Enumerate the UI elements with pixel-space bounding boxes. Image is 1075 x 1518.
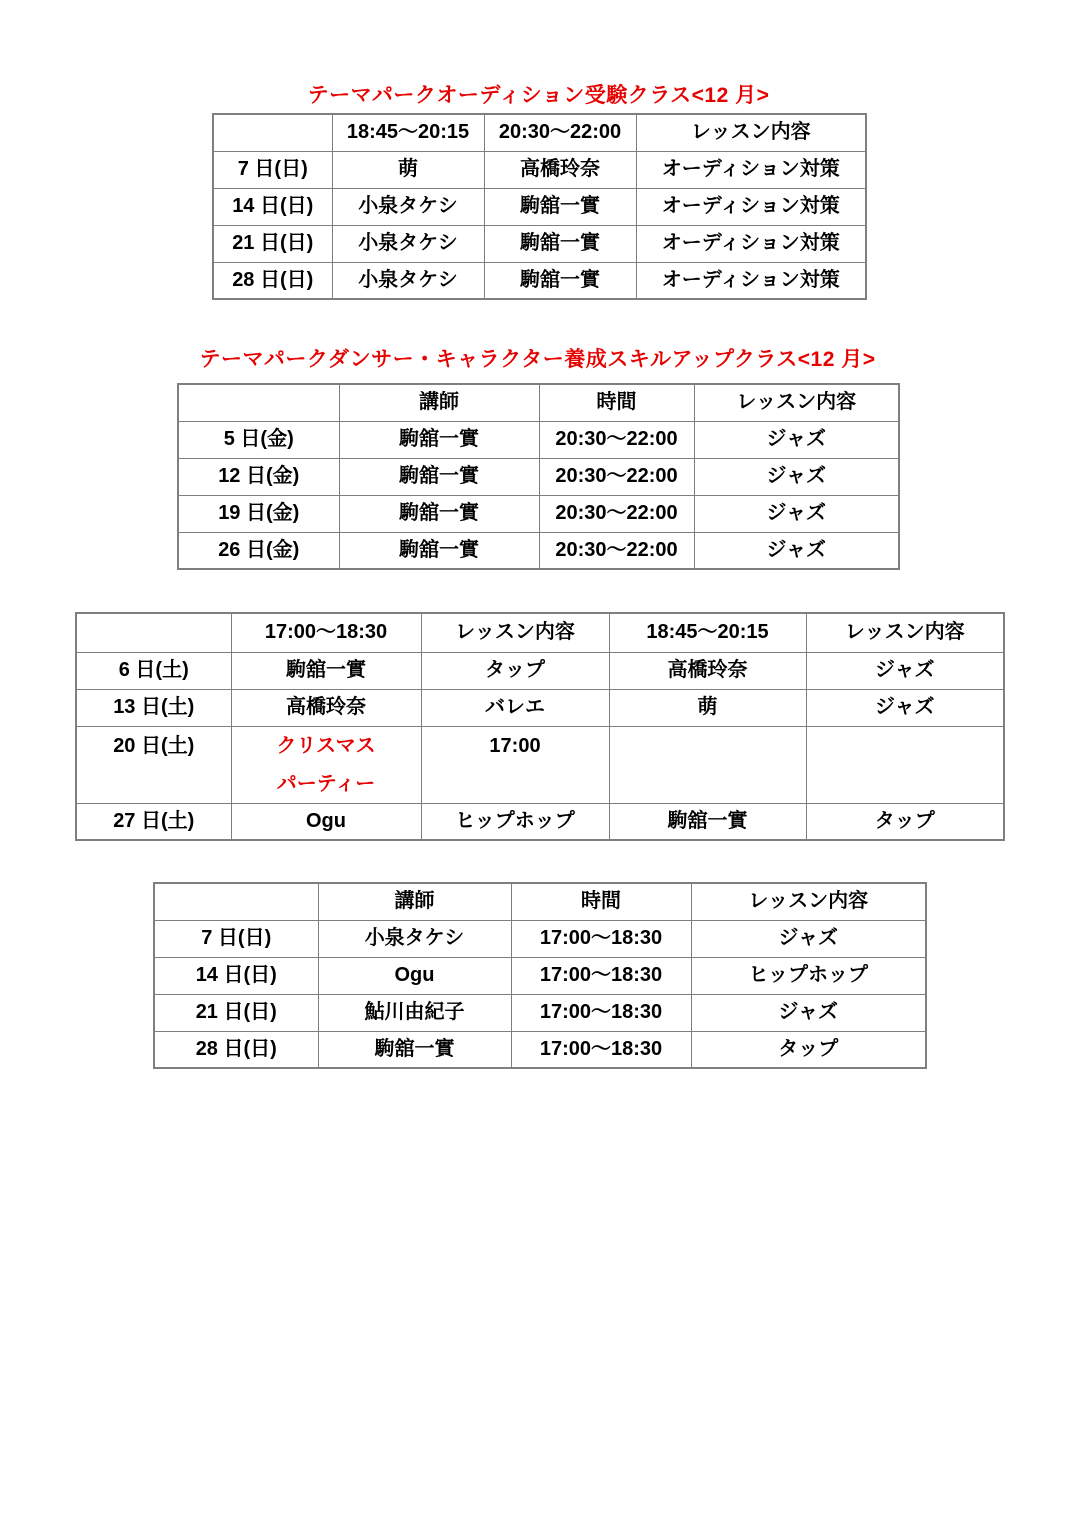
header-cell: 17:00～18:30 [231,613,421,652]
cell-line: クリスマス [276,734,376,757]
table-cell: 17:00～18:30 [511,957,691,994]
header-cell: 時間 [539,384,694,421]
skillup-class-title: テーマパークダンサー・キャラクター養成スキルアップクラス<12 月> [199,348,876,371]
table-cell: オーディション対策 [636,262,866,299]
table-cell: 高橋玲奈 [484,151,636,188]
audition-class-title: テーマパークオーディション受験クラス<12 月> [307,84,770,107]
table-cell [609,726,806,803]
date-cell: 26 日(金) [178,532,339,569]
table-cell [806,726,1004,803]
table-cell: ジャズ [694,421,899,458]
header-cell: 講師 [339,384,539,421]
table-cell: 駒舘一實 [609,803,806,840]
header-row [213,114,866,151]
date-cell: 21 日(日) [213,225,332,262]
header-cell [178,384,339,421]
table-cell: 駒舘一實 [339,532,539,569]
date-cell: 7 日(日) [154,920,318,957]
sunday-schedule-table [153,882,927,1069]
saturday-schedule-table [75,612,1005,841]
table-cell: 小泉タケシ [332,225,484,262]
header-cell: レッスン内容 [421,613,609,652]
audition-class-table [212,113,867,300]
table-row [178,421,899,458]
table-cell: タップ [421,652,609,689]
date-cell: 28 日(日) [154,1031,318,1068]
table-cell: 小泉タケシ [332,262,484,299]
date-cell: 6 日(土) [76,652,231,689]
table-row [213,262,866,299]
header-row [178,384,899,421]
table-cell: タップ [691,1031,926,1068]
table-row [154,920,926,957]
table-cell: バレエ [421,689,609,726]
table-cell: 萌 [609,689,806,726]
table-cell: 駒舘一實 [339,458,539,495]
date-cell: 12 日(金) [178,458,339,495]
header-cell: レッスン内容 [806,613,1004,652]
date-cell: 13 日(土) [76,689,231,726]
audition-class-section [212,84,865,300]
table-row [213,151,866,188]
date-cell: 14 日(日) [154,957,318,994]
header-cell [154,883,318,920]
table-cell: ヒップホップ [421,803,609,840]
header-cell: 講師 [318,883,511,920]
table-row [154,994,926,1031]
date-cell: 5 日(金) [178,421,339,458]
table-cell: 20:30～22:00 [539,421,694,458]
table-cell: ジャズ [694,458,899,495]
header-row [154,883,926,920]
date-cell: 20 日(土) [76,726,231,803]
header-cell: レッスン内容 [694,384,899,421]
table-cell: オーディション対策 [636,225,866,262]
table-cell: 駒舘一實 [484,188,636,225]
table-cell: 17:00～18:30 [511,1031,691,1068]
header-cell: レッスン内容 [636,114,866,151]
table-cell: 高橋玲奈 [609,652,806,689]
table-cell: オーディション対策 [636,151,866,188]
date-cell: 14 日(日) [213,188,332,225]
table-row [213,225,866,262]
table-cell: ジャズ [806,652,1004,689]
table-cell: ジャズ [806,689,1004,726]
table-row [76,726,1004,803]
table-cell: 萌 [332,151,484,188]
table-cell: 駒舘一實 [484,225,636,262]
table-row [76,689,1004,726]
table-cell: 小泉タケシ [318,920,511,957]
table-row [76,803,1004,840]
table-cell: Ogu [318,957,511,994]
table-cell: ジャズ [691,920,926,957]
skillup-class-section [177,348,898,570]
table-cell: Ogu [231,803,421,840]
header-cell [76,613,231,652]
table-row [76,652,1004,689]
header-cell: 18:45～20:15 [332,114,484,151]
sunday-schedule-section [153,882,925,1069]
header-cell: 18:45～20:15 [609,613,806,652]
saturday-schedule-section [75,612,1003,841]
table-row [154,1031,926,1068]
table-cell: 20:30～22:00 [539,458,694,495]
table-cell: ヒップホップ [691,957,926,994]
table-cell: 駒舘一實 [339,421,539,458]
table-row [213,188,866,225]
cell-line: パーティー [276,772,376,795]
table-row [178,458,899,495]
table-cell: 駒舘一實 [339,495,539,532]
date-cell: 19 日(金) [178,495,339,532]
table-cell: ジャズ [691,994,926,1031]
table-row [154,957,926,994]
table-cell [231,726,421,803]
table-cell: 駒舘一實 [484,262,636,299]
table-cell: ジャズ [694,532,899,569]
header-cell [213,114,332,151]
table-cell: 駒舘一實 [318,1031,511,1068]
table-cell: 高橋玲奈 [231,689,421,726]
table-row [178,495,899,532]
table-cell: ジャズ [694,495,899,532]
skillup-class-table [177,383,900,570]
date-cell: 21 日(日) [154,994,318,1031]
table-cell: 17:00～18:30 [511,920,691,957]
table-cell: オーディション対策 [636,188,866,225]
date-cell: 7 日(日) [213,151,332,188]
header-row [76,613,1004,652]
table-cell: 20:30～22:00 [539,495,694,532]
table-cell: 17:00～18:30 [511,994,691,1031]
header-cell: 時間 [511,883,691,920]
table-row [178,532,899,569]
header-cell: レッスン内容 [691,883,926,920]
table-cell: タップ [806,803,1004,840]
date-cell: 27 日(土) [76,803,231,840]
table-cell: 小泉タケシ [332,188,484,225]
table-cell: 鮎川由紀子 [318,994,511,1031]
table-cell: 20:30～22:00 [539,532,694,569]
header-cell: 20:30～22:00 [484,114,636,151]
table-cell: 駒舘一實 [231,652,421,689]
date-cell: 28 日(日) [213,262,332,299]
table-cell: 17:00 [421,726,609,803]
